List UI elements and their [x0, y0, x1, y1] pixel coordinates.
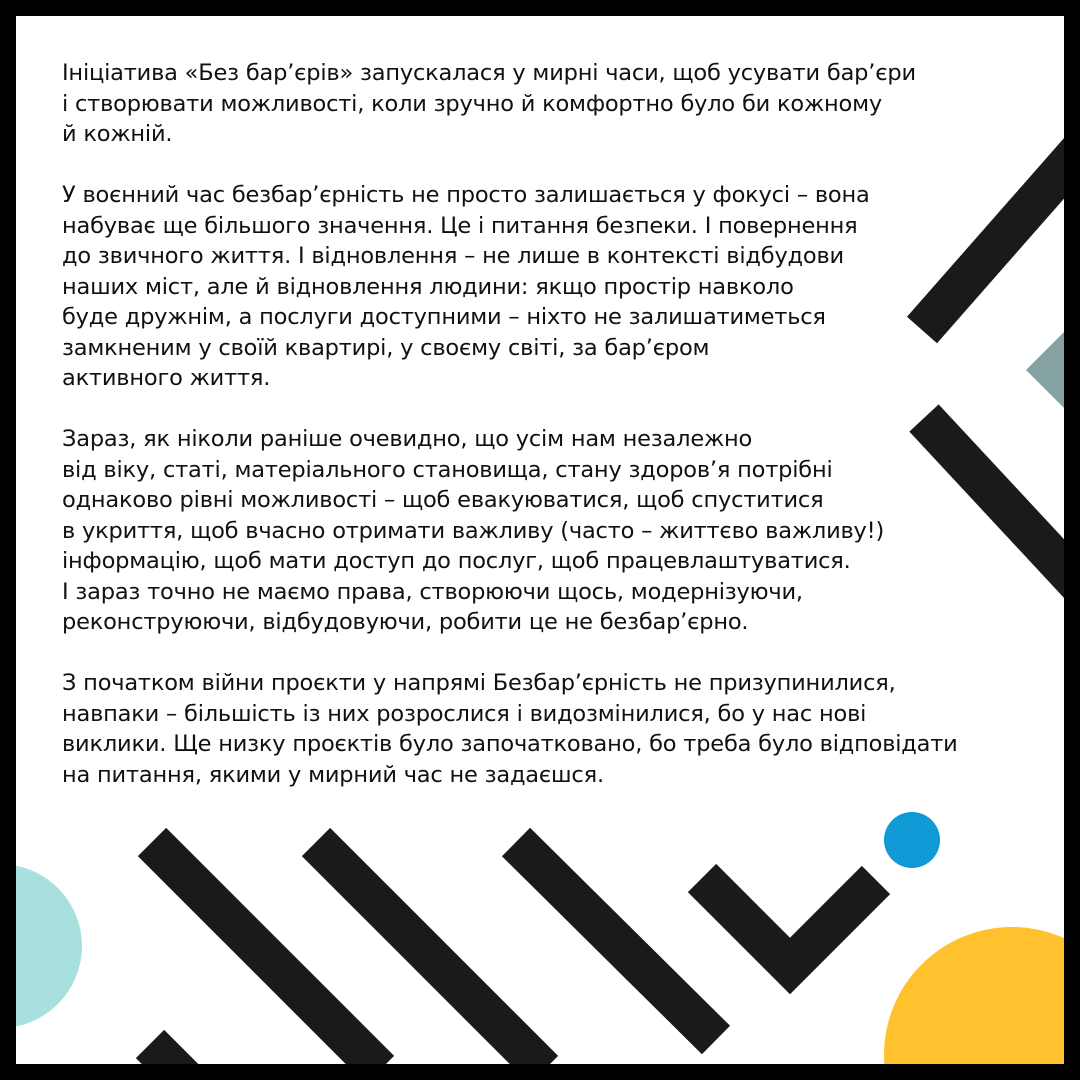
text-line: буде дружнім, а послуги доступними – ніхто не залишатиметься	[62, 304, 826, 330]
text-line: І зараз точно не маємо права, створюючи щось, модернізуючи,	[62, 578, 803, 605]
stripe-bottom-3	[516, 842, 716, 1040]
text-line: виклики. Ще низку проєктів було започатковано, бо треба було відповідати	[62, 731, 958, 757]
light-blue-circle-shape	[0, 864, 82, 1028]
text-line: до звичного життя. І відновлення – не лише в контексті відбудови	[62, 243, 844, 269]
paragraph-2	[62, 180, 1052, 394]
text-line: наших міст, але й відновлення людини: якщо простір навколо	[62, 273, 794, 300]
check-mark-shape	[702, 878, 876, 966]
text-line: З початком війни проєкти у напрямі Безбар’єрність не призупинилися,	[62, 670, 896, 696]
text-line: навпаки – більшість із них розрослися і видозмінилися, бо у нас нові	[62, 700, 867, 727]
yellow-circle-shape	[884, 927, 1080, 1080]
text-line: замкненим у своїй квартирі, у своєму світі, за бар’єром	[62, 334, 710, 361]
text-line: Ініціатива «Без бар’єрів» запускалася у мирні часи, щоб усувати бар’єри	[62, 60, 916, 86]
text-line: на питання, якими у мирний час не задаєшся.	[62, 761, 604, 788]
paragraph-3	[62, 424, 1052, 638]
body-text	[62, 58, 1052, 821]
text-line: однаково рівні можливості – щоб евакуюватися, щоб спуститися	[62, 487, 824, 513]
text-line: реконструюючи, відбудовуючи, робити це не безбар’єрно.	[62, 609, 749, 635]
text-line: в укриття, щоб вчасно отримати важливу (часто – життєво важливу!)	[62, 517, 885, 544]
text-line: набуває ще більшого значення. Це і питання безпеки. І повернення	[62, 212, 858, 239]
text-line: інформацію, щоб мати доступ до послуг, щоб працевлаштуватися.	[62, 548, 851, 574]
text-line: й кожній.	[62, 121, 173, 147]
paragraph-1	[62, 58, 1052, 150]
text-line: Зараз, як ніколи раніше очевидно, що усім нам незалежно	[62, 426, 753, 452]
text-line: від віку, статі, матеріального становища, стану здоров’я потрібні	[62, 456, 833, 483]
stripe-bottom-left	[150, 1044, 220, 1080]
text-line: і створювати можливості, коли зручно й комфортно було би кожному	[62, 90, 882, 117]
paragraph-4	[62, 668, 1052, 790]
text-line: У воєнний час безбар’єрність не просто залишається у фокусі – вона	[62, 182, 870, 208]
text-line: активного життя.	[62, 365, 271, 391]
